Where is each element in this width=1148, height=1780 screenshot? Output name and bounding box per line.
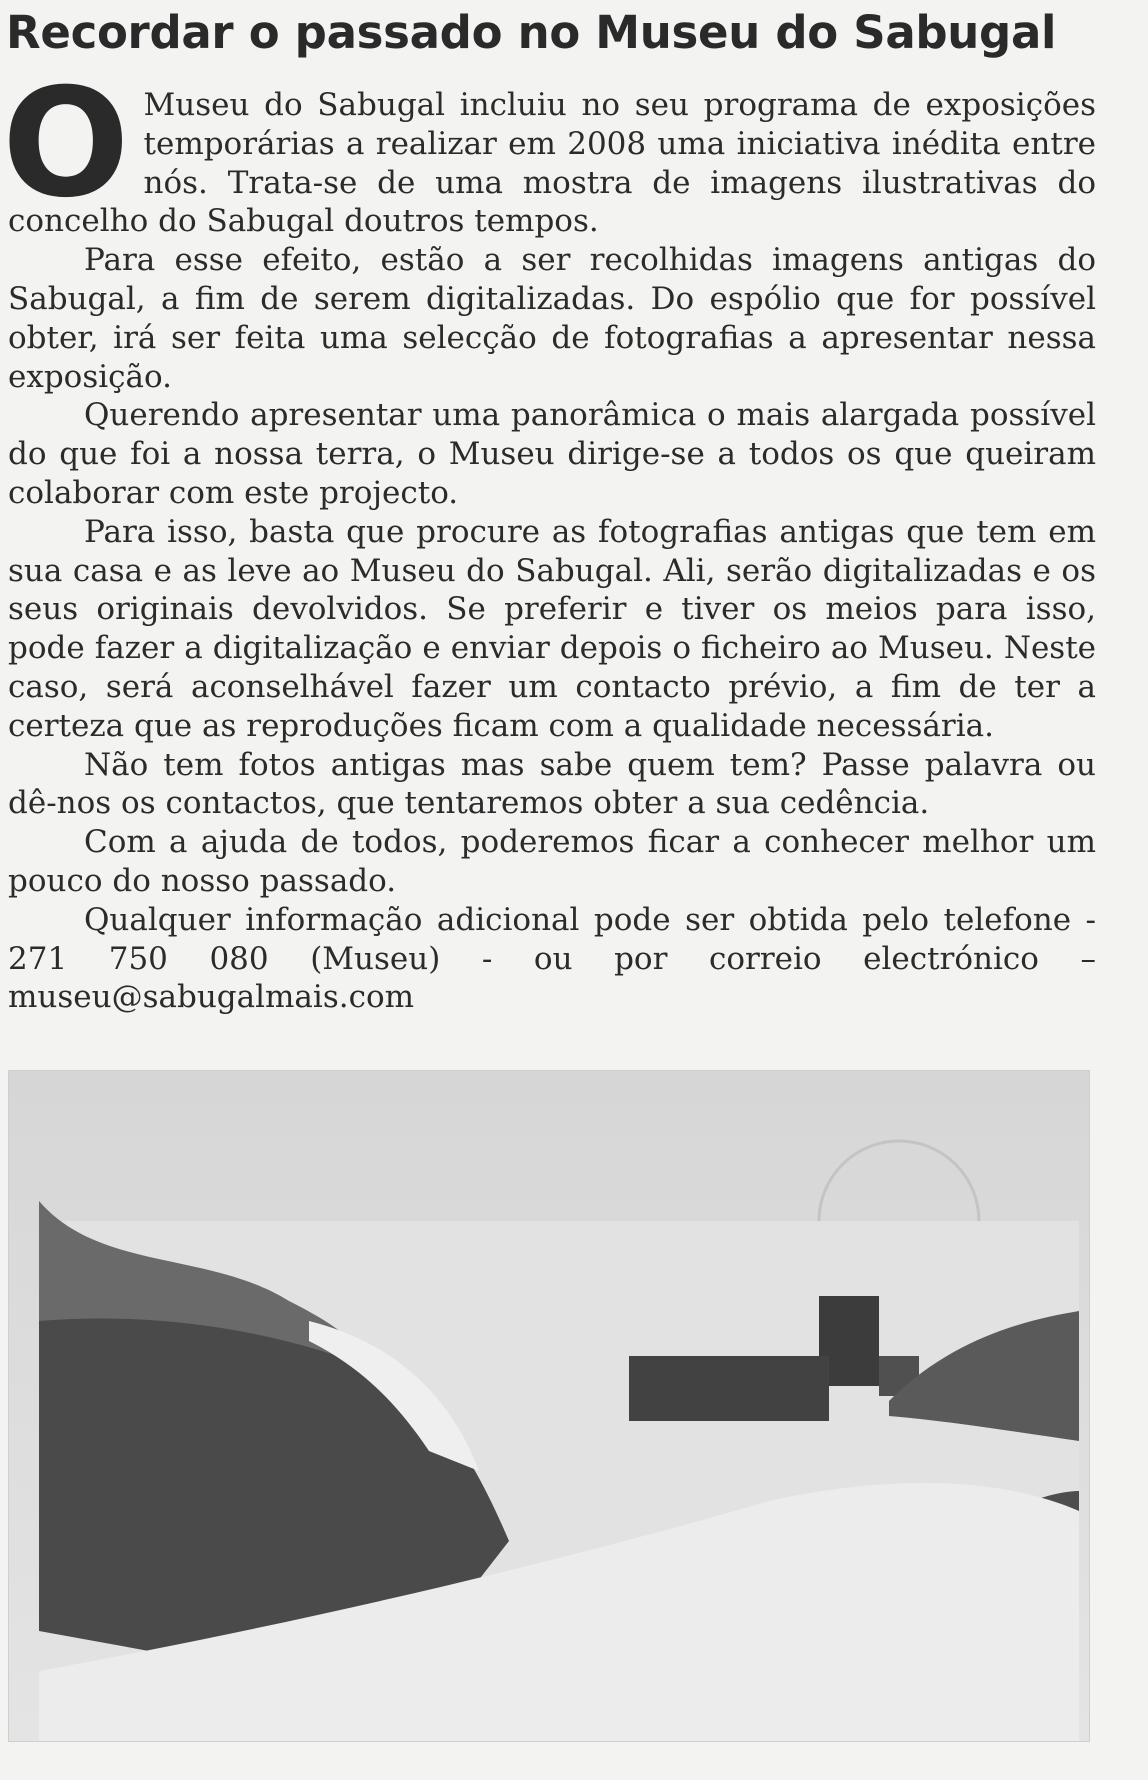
paragraph-6: Com a ajuda de todos, poderemos ficar a conhecer melhor um pouco do nosso passado. — [8, 824, 1096, 899]
contact-email: museu@sabugalmais.com — [8, 979, 414, 1016]
castle-walls — [629, 1356, 829, 1421]
paragraph-contact: Qualquer informação adicional pode ser obtida pelo telefone - 271 750 080 (Museu) - ou por correio electrónico – — [8, 901, 1096, 977]
paragraph-3: Querendo apresentar uma panorâmica o mais alargada possível do que foi a nossa terra, o Museu dirige-se a todos os que queiram colaborar com este projecto. — [8, 397, 1096, 511]
photo-illustration — [9, 1071, 1089, 1741]
paragraph-4: Para isso, basta que procure as fotografias antigas que tem em sua casa e as leve ao Museu do Sabugal. Ali, serão digitalizadas e os seus originais devolvidos. Se preferir e tiver os meios para isso, pode fazer a digitalização e enviar depois o ficheiro ao Museu. Neste caso, será aconselhável fazer um contacto prévio, a fim de ter a certeza que as reproduções ficam com a qualidade necessária. — [8, 513, 1096, 744]
paragraph-5: Não tem fotos antigas mas sabe quem tem? Passe palavra ou dê-nos os contactos, que tentaremos obter a sua cedência. — [8, 746, 1096, 822]
article-body — [2, 57, 1096, 1017]
paragraph-1: O Museu do Sabugal incluiu no seu programa de exposições temporárias a realizar em 2008 uma iniciativa inédita entre nós. Trata-se de uma mostra de imagens ilustrativas do concelho do Sabugal doutros tempos. — [2, 57, 1096, 240]
snow-castle-photo — [8, 1070, 1090, 1742]
drop-cap: O — [2, 57, 130, 231]
paragraph-2: Para esse efeito, estão a ser recolhidas imagens antigas do Sabugal, a fim de serem digitalizadas. Do espólio que for possível obter, irá ser feita uma selecção de fotografias a apresentar nessa exposição. — [8, 242, 1096, 395]
headline: Recordar o passado no Museu do Sabugal — [6, 6, 1057, 59]
